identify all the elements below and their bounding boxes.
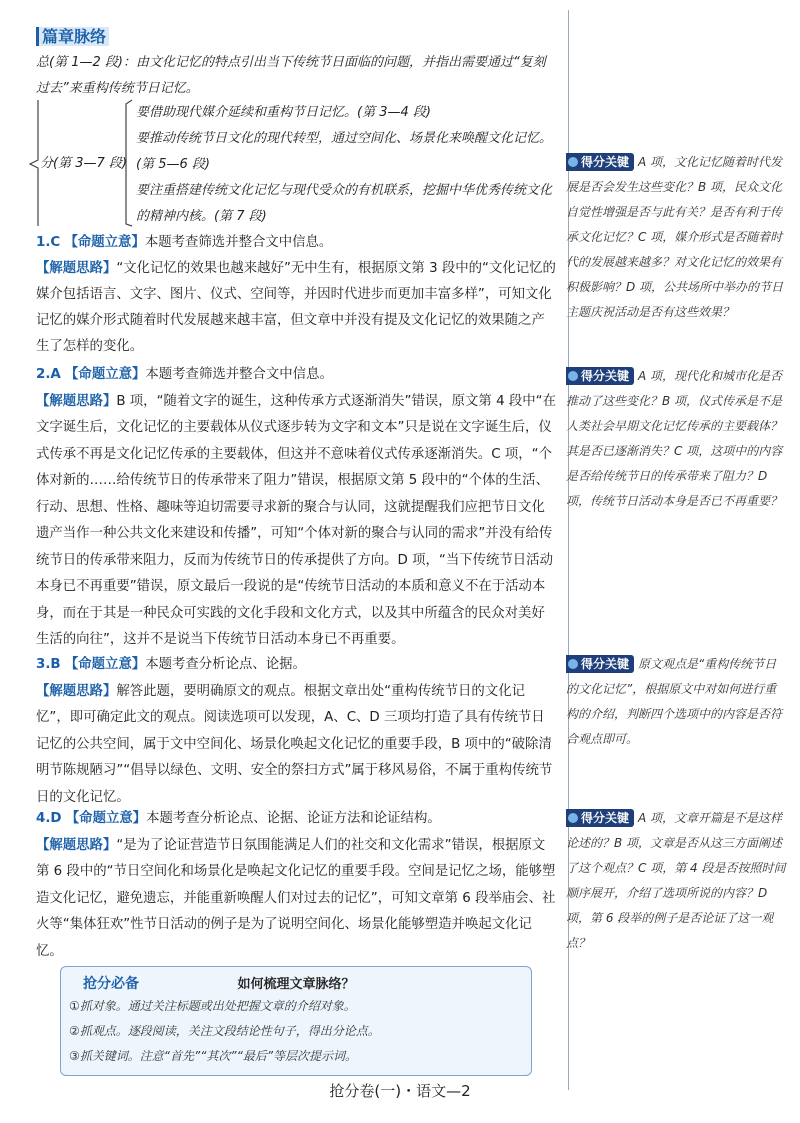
q4-intent: 本题考查分析论点、论据、论证方法和论证结构。 — [146, 811, 441, 826]
outline-fen-item: 要推动传统节日文化的现代转型，通过空间化、场景化来唤醒文化记忆。(第 5—6 段) — [136, 131, 553, 172]
q1-intent-tag: 【命题立意】 — [64, 235, 145, 250]
side-note-2 — [566, 364, 786, 514]
q1-analysis: “文化记忆的效果也越来越好”无中生有，根据原文第 3 段中的“文化记忆的媒介包括语言、文字、图片、仪式、空间等，并因时代进步而更加丰富多样”，可知文化记忆的媒介形式随着时代发展越来越丰富，但文章中并没有提及文化记忆的效果随之产生了怎样的变化。 — [36, 261, 556, 354]
q1-analysis-tag: 【解题思路】 — [36, 261, 117, 276]
question-4 — [36, 806, 556, 965]
side-note-3 — [566, 652, 786, 752]
q4-analysis-tag: 【解题思路】 — [36, 837, 117, 853]
outline-fen-item: 要借助现代媒介延续和重构节日记忆。(第 3—4 段) — [136, 105, 431, 120]
q4-intent-tag: 【命题立意】 — [65, 811, 147, 826]
side-note-text: A 项，文化记忆随着时代发展是否会发生这些变化？B 项，民众文化自觉性增强是否与此有关？是否有利于传承文化记忆？C 项，媒介形式是否随着时代的发展越来越多？对文化记忆的效果有积极影响？D 项，公共场所中举办的节日主题庆祝活动是否有这些效果？ — [566, 155, 784, 319]
side-note-4 — [566, 806, 786, 956]
bullet-icon — [568, 371, 578, 381]
q3-analysis: 解答此题，要明确原文的观点。根据文章出处“重构传统节日的文化记忆”，即可确定此文的观点。阅读选项可以发现，A、C、D 三项均打造了具有传统节日记忆的公共空间，属于文中空间化、场景化唤起文化记忆的重要手段，B 项中的“破除清明节陈规陋习”“倡导以绿色、文明、安全的祭扫方式”属于移风易俗，不属于重构传统节日的文化记忆。 — [36, 683, 553, 805]
side-note-tag: 得分关键 — [566, 367, 634, 385]
tip-box-title: 如何梳理文章脉络？ — [237, 977, 355, 992]
outline-fen-label: 分(第 3—7 段) — [40, 156, 127, 171]
side-note-tag: 得分关键 — [566, 809, 634, 827]
tip-box-item: ②抓观点。逐段阅读，关注文段结论性句子，得出分论点。 — [69, 1024, 380, 1038]
question-1 — [36, 230, 556, 360]
tip-box — [60, 966, 532, 1076]
outline-tag — [36, 24, 109, 47]
side-note-1 — [566, 150, 786, 325]
q1-number: 1.C — [36, 235, 61, 250]
q2-analysis-tag: 【解题思路】 — [36, 393, 117, 409]
outline-zong: 总(第 1—2 段)：由文化记忆的特点引出当下传统节日面临的问题，并指出需要通过“复刻过去”来重构传统节日记忆。 — [36, 55, 546, 96]
q2-intent: 本题考查筛选并整合文中信息。 — [145, 367, 333, 382]
q4-number: 4.D — [36, 811, 62, 826]
side-note-text: A 项，现代化和城市化是否推动了这些变化？B 项，仪式传承是不是人类社会早期文化记忆传承的主要载体？其是否已逐渐消失？C 项，这项中的内容是否给传统节日的传承带来了阻力？D 项，传统节日活动本身是否已不再重要？ — [566, 369, 783, 508]
question-2 — [36, 362, 556, 654]
outline-fen-items — [136, 100, 556, 230]
question-3 — [36, 652, 556, 811]
q2-analysis: B 项，“随着文字的诞生，这种传承方式逐渐消失”错误，原文第 4 段中“在文字诞生后，文化记忆的主要载体从仪式逐步转为文字和文本”只是说在文字诞生后，仪式传承不再是文化记忆传承的主要载体，但这并不意味着仪式传承逐渐消失。C 项，“个体对新的……给传统节日的传承带来了阻力”错误，根据原文第 5 段中的“个体的生活、行动、思想、性格、趣味等迫切需要寻求新的聚合与认同，这就提醒我们应把节日文化遗产当作一种公共文化来建设和传播”，可知“个体对新的聚合与认同的需求”并没有给传统节日的传承带来阻力，反而为传统节日的传承提供了方向。D 项，“当下传统节日活动本身已不再重要”错误，原文最后一段说的是“传统节日活动的本质和意义不在于活动本身，而在于其是一种民众可实践的文化手段和文化方式，以及其中所蕴含的民众对美好生活的向往”，这并不是说当下传统节日活动本身已不再重要。 — [36, 393, 556, 647]
q3-analysis-tag: 【解题思路】 — [36, 683, 117, 699]
tip-box-tag: 抢分必备 — [83, 976, 139, 992]
side-note-tag: 得分关键 — [566, 153, 634, 171]
bullet-icon — [568, 659, 578, 669]
tip-box-item: ①抓对象。通过关注标题或出处把握文章的介绍对象。 — [69, 999, 356, 1013]
q3-intent: 本题考查分析论点、论据。 — [145, 657, 306, 672]
side-note-text: A 项，文章开篇是不是这样论述的？B 项，文章是否从这三方面阐述了这个观点？C 项，第 4 段是否按照时间顺序展开，介绍了选项所说的内容？D 项，第 6 段举的例子是否论证了这一观点？ — [566, 811, 786, 950]
bullet-icon — [568, 157, 578, 167]
outline-fen-item: 要注重搭建传统文化记忆与现代受众的有机联系，挖掘中华优秀传统文化的精神内核。(第 7 段) — [136, 183, 553, 224]
outline-tag-label: 篇章脉络 — [36, 27, 109, 46]
q1-intent: 本题考查筛选并整合文中信息。 — [144, 235, 333, 250]
q2-intent-tag: 【命题立意】 — [65, 367, 146, 382]
q4-analysis: “是为了论证营造节日氛围能满足人们的社交和文化需求”错误，根据原文第 6 段中的“节日空间化和场景化是唤起文化记忆的重要手段。空间是记忆之场，能够塑造文化记忆，避免遗忘，并能重新唤醒人们对过去的记忆”，可知文章第 6 段举庙会、社火等“集体狂欢”性节日活动的例子是为了说明空间化、场景化能够塑造并唤起文化记忆。 — [36, 837, 556, 959]
side-note-text: 原文观点是“重构传统节日的文化记忆”，根据原文中对如何进行重构的介绍，判断四个选项中的内容是否符合观点即可。 — [566, 657, 783, 746]
q3-number: 3.B — [36, 657, 61, 672]
q3-intent-tag: 【命题立意】 — [64, 657, 146, 672]
side-note-tag: 得分关键 — [566, 655, 634, 673]
q2-number: 2.A — [36, 367, 61, 382]
tip-box-item: ③抓关键词。注意“首先”“其次”“最后”等层次提示词。 — [69, 1049, 358, 1063]
page-footer: 抢分卷(一)・语文—2 — [329, 1082, 471, 1100]
bullet-icon — [568, 813, 578, 823]
